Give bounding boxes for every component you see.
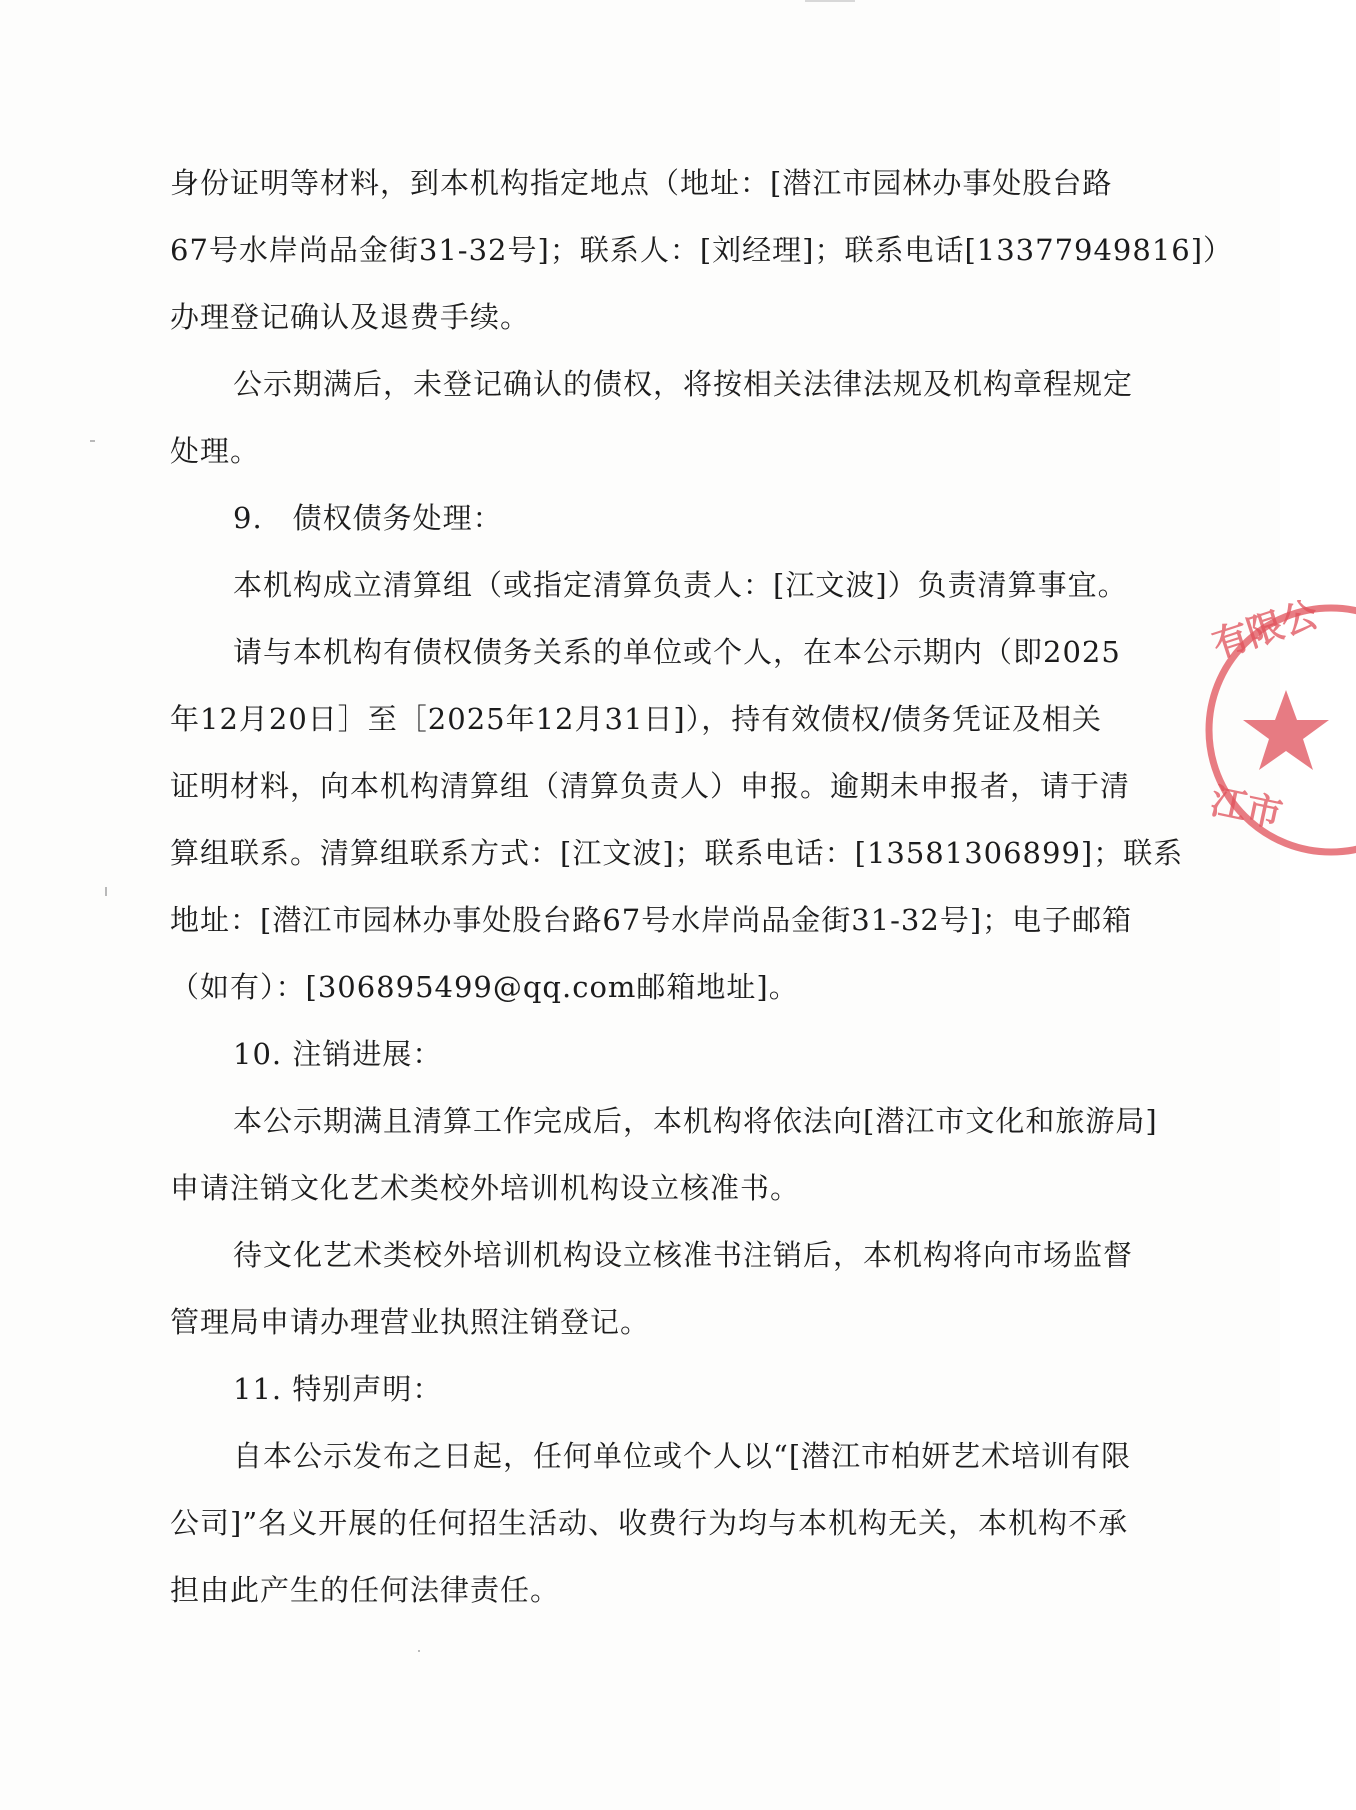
text-line: 证明材料，向本机构清算组（清算负责人）申报。逾期未申报者，请于清 bbox=[170, 769, 1131, 803]
text-line: 年12月20日］至［2025年12月31日]），持有效债权/债务凭证及相关 bbox=[170, 702, 1102, 736]
text-line: 地址：[潜江市园林办事处股台路67号水岸尚品金街31-32号]；电子邮箱 bbox=[170, 903, 1133, 937]
text-line: 办理登记确认及退费手续。 bbox=[170, 300, 531, 334]
seal-bottom-text: 江市 bbox=[1206, 780, 1287, 837]
text-line: 算组联系。清算组联系方式：[江文波]；联系电话：[13581306899]；联系 bbox=[170, 836, 1184, 870]
section-heading-10: 10. 注销进展： bbox=[233, 1037, 443, 1071]
document-body bbox=[170, 150, 1234, 1624]
company-seal-stamp bbox=[1196, 592, 1356, 865]
seal-top-text: 有限公 bbox=[1207, 592, 1324, 667]
seal-star-icon bbox=[1243, 690, 1329, 770]
paragraph-line: 公示期满后，未登记确认的债权，将按相关法律法规及机构章程规定 bbox=[233, 367, 1134, 401]
text-line: 公司]”名义开展的任何招生活动、收费行为均与本机构无关，本机构不承 bbox=[170, 1506, 1129, 1540]
paragraph-line: 待文化艺术类校外培训机构设立核准书注销后，本机构将向市场监督 bbox=[233, 1238, 1134, 1272]
paragraph-line: 本公示期满且清算工作完成后，本机构将依法向[潜江市文化和旅游局] bbox=[233, 1104, 1158, 1138]
text-line: 处理。 bbox=[170, 434, 261, 468]
paragraph-line: 自本公示发布之日起，任何单位或个人以“[潜江市柏妍艺术培训有限 bbox=[233, 1439, 1132, 1473]
text-line: 身份证明等材料，到本机构指定地点（地址：[潜江市园林办事处股台路 bbox=[170, 166, 1113, 200]
section-heading-11: 11. 特别声明： bbox=[233, 1372, 443, 1406]
paragraph-line: 请与本机构有债权债务关系的单位或个人，在本公示期内（即2025 bbox=[233, 635, 1121, 669]
text-line: 申请注销文化艺术类校外培训机构设立核准书。 bbox=[170, 1171, 801, 1205]
text-line: （如有）：[306895499@qq.com邮箱地址]。 bbox=[170, 970, 799, 1004]
paragraph-line: 本机构成立清算组（或指定清算负责人：[江文波]）负责清算事宜。 bbox=[233, 568, 1128, 602]
text-line: 67号水岸尚品金街31-32号]；联系人：[刘经理]；联系电话[13377949816]） bbox=[170, 233, 1234, 267]
text-line: 担由此产生的任何法律责任。 bbox=[170, 1573, 561, 1607]
text-line: 管理局申请办理营业执照注销登记。 bbox=[170, 1305, 651, 1339]
section-heading-9: 9. 债权债务处理： bbox=[233, 501, 503, 535]
